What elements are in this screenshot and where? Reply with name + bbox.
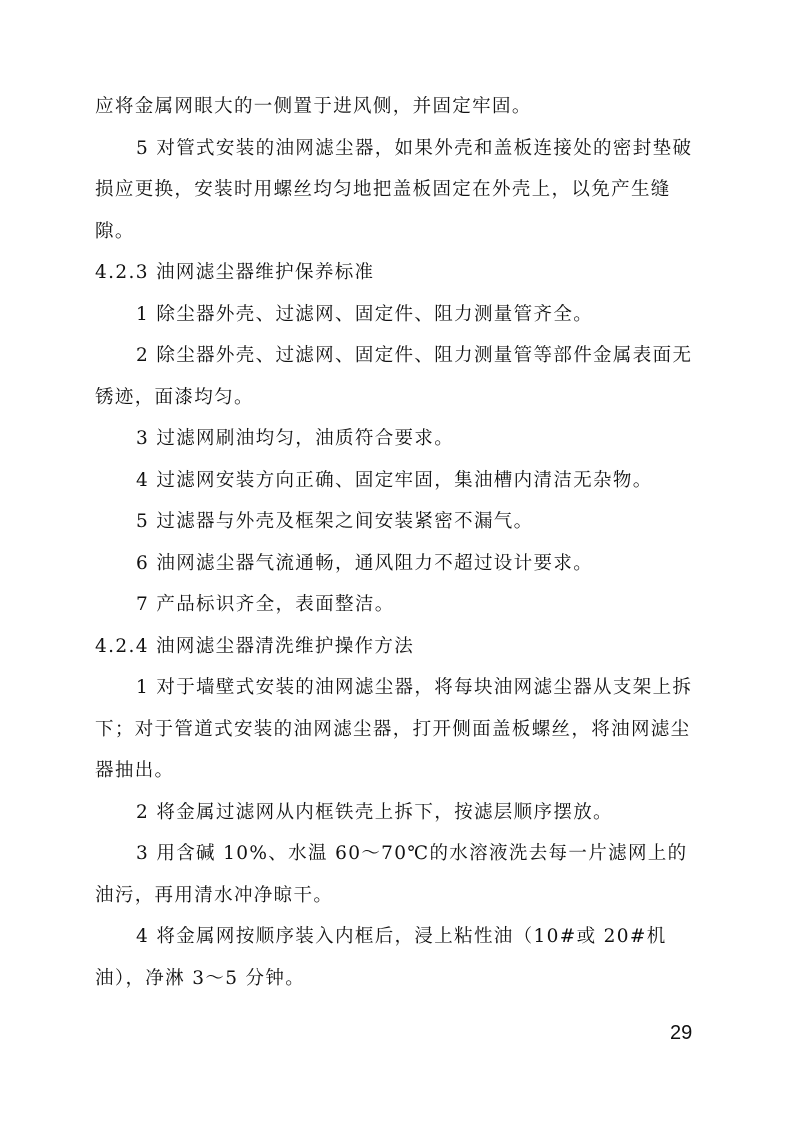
paragraph-item-4-direction: 4 过滤网安装方向正确、固定牢固，集油槽内清洁无杂物。	[136, 469, 653, 491]
paragraph-step-2-disassemble: 2 将金属过滤网从内框铁壳上拆下，按滤层顺序摆放。	[136, 801, 613, 823]
paragraph-item-5-pipe-install: 5 对管式安装的油网滤尘器，如果外壳和盖板连接处的密封垫破损应更换，安装时用螺丝均匀地把盖板固定在外壳上，以免产生缝隙。	[95, 137, 693, 242]
paragraph-continuation: 应将金属网眼大的一侧置于进风侧，并固定牢固。	[95, 96, 532, 117]
document-body	[95, 86, 700, 999]
section-heading-4-2-3: 4.2.3 油网滤尘器维护保养标准	[95, 262, 375, 283]
paragraph-step-4-oil: 4 将金属网按顺序装入内框后，浸上粘性油（10#或 20#机油），净淋 3～5 分钟。	[95, 926, 667, 989]
paragraph-item-7-labels: 7 产品标识齐全，表面整洁。	[136, 594, 395, 615]
paragraph-item-5-seal: 5 过滤器与外壳及框架之间安装紧密不漏气。	[136, 511, 534, 532]
paragraph-item-6-airflow: 6 油网滤尘器气流通畅，通风阻力不超过设计要求。	[136, 552, 594, 574]
paragraph-item-1-components: 1 除尘器外壳、过滤网、固定件、阻力测量管齐全。	[136, 303, 594, 325]
paragraph-item-3-oil: 3 过滤网刷油均匀，油质符合要求。	[136, 428, 455, 449]
section-heading-4-2-4: 4.2.4 油网滤尘器清洗维护操作方法	[95, 635, 415, 657]
page-number: 29	[670, 1022, 693, 1044]
paragraph-step-1-remove: 1 对于墙壁式安装的油网滤尘器，将每块油网滤尘器从支架上拆下；对于管道式安装的油网滤尘器，打开侧面盖板螺丝，将油网滤尘器抽出。	[95, 677, 693, 781]
paragraph-item-2-surface: 2 除尘器外壳、过滤网、固定件、阻力测量管等部件金属表面无锈迹，面漆均匀。	[95, 345, 693, 408]
paragraph-step-3-wash: 3 用含碱 10%、水温 60～70℃的水溶液洗去每一片滤网上的油污，再用清水冲净晾干。	[95, 843, 688, 906]
